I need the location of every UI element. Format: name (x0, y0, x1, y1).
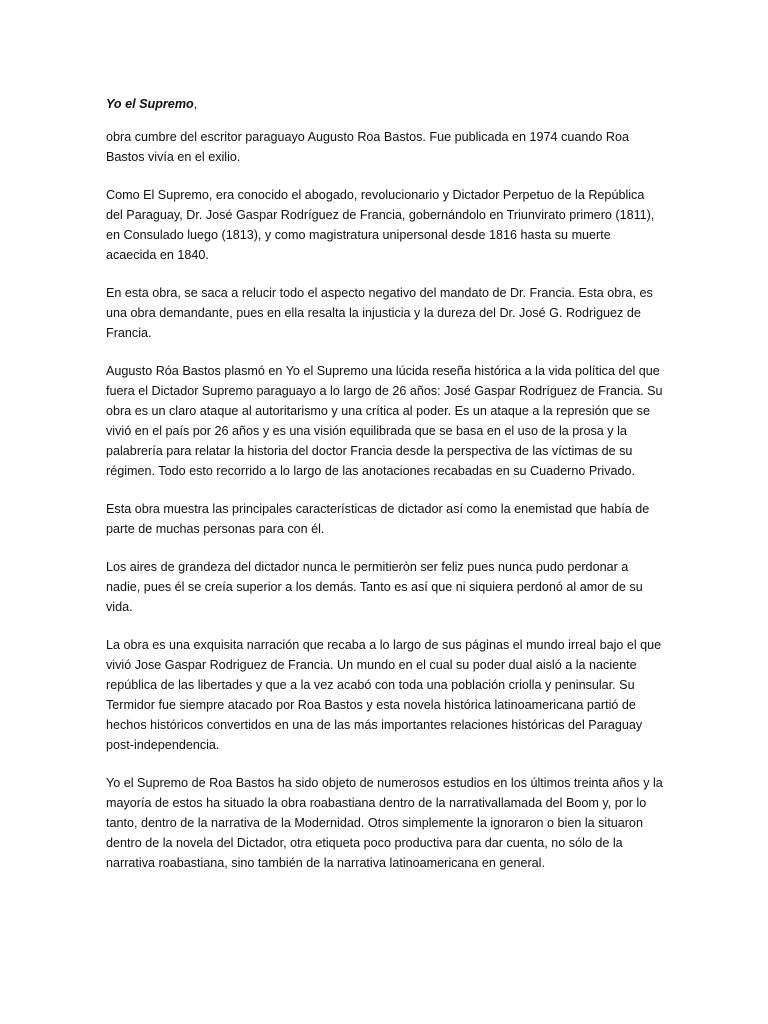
paragraph-line: nadie, pues él se creía superior a los demás. Tanto es así que ni siquiera perdonó al amor de su (106, 580, 643, 594)
paragraph-line: parte de muchas personas para con él. (106, 522, 325, 536)
paragraph-line: Augusto Róa Bastos plasmó en Yo el Supremo una lúcida reseña histórica a la vida política del que (106, 364, 660, 378)
paragraph-line: régimen. Todo esto recorrido a lo largo de las anotaciones recabadas en su Cuaderno Privado. (106, 464, 636, 478)
paragraph-estudios (106, 773, 662, 873)
document-title-text: Yo el Supremo (106, 97, 194, 111)
paragraph-line: una obra demandante, pues en ella resalta la injusticia y la dureza del Dr. José G. Rodriguez de (106, 306, 641, 320)
paragraph-exquisita-narracion (106, 635, 662, 755)
paragraph-line: del Paraguay, Dr. José Gaspar Rodríguez de Francia, gobernándolo en Triunvirato primero (1811), (106, 208, 655, 222)
paragraph-line: dentro de la novela del Dictador, otra etiqueta poco productiva para dar cuenta, no sólo de la (106, 836, 623, 850)
paragraph-line: hechos históricos convertidos en una de las más importantes relaciones históricas del Paraguay (106, 718, 643, 732)
paragraph-aspecto-negativo (106, 283, 662, 343)
paragraph-aires-de-grandeza (106, 557, 662, 617)
paragraph-line: Bastos vivía en el exilio. (106, 150, 241, 164)
paragraph-line: vida. (106, 600, 133, 614)
paragraph-line: vivió en el país por 26 años y es una visión equilibrada que se basa en el uso de la prosa y la (106, 424, 627, 438)
paragraph-el-supremo (106, 185, 662, 265)
paragraph-line: tanto, dentro de la narrativa de la Modernidad. Otros simplemente la ignoraron o bien la situaron (106, 816, 643, 830)
paragraph-line: obra cumbre del escritor paraguayo Augusto Roa Bastos. Fue publicada en 1974 cuando Roa (106, 130, 629, 144)
document-title-suffix: , (193, 97, 198, 111)
paragraph-line: acaecida en 1840. (106, 248, 209, 262)
paragraph-resena-historica (106, 361, 662, 481)
paragraph-line: fuera el Dictador Supremo paraguayo a lo largo de 26 años: José Gaspar Rodríguez de Francia. Su (106, 384, 663, 398)
paragraph-line: Yo el Supremo de Roa Bastos ha sido objeto de numerosos estudios en los últimos treinta años y la (106, 776, 663, 790)
paragraph-line: en Consulado luego (1813), y como magistratura unipersonal desde 1816 hasta su muerte (106, 228, 611, 242)
paragraph-line: Termidor fue siempre atacado por Roa Bastos y esta novela histórica latinoamericana partió de (106, 698, 636, 712)
paragraph-line: república de las libertades y que a la vez acabó con toda una población criolla y peninsular. Su (106, 678, 635, 692)
document-page (106, 94, 662, 891)
paragraph-caracteristicas (106, 499, 662, 539)
paragraph-line: vivió Jose Gaspar Rodriguez de Francia. Un mundo en el cual su poder dual aisló a la naciente (106, 658, 637, 672)
paragraph-line: obra es un claro ataque al autoritarismo y una crítica al poder. Es un ataque a la represión que se (106, 404, 650, 418)
paragraph-line: Los aires de grandeza del dictador nunca le permitieròn ser feliz pues nunca pudo perdonar a (106, 560, 629, 574)
paragraph-line: Como El Supremo, era conocido el abogado, revolucionario y Dictador Perpetuo de la República (106, 188, 645, 202)
paragraph-line: Francia. (106, 326, 152, 340)
paragraph-line: mayoría de estos ha situado la obra roabastiana dentro de la narrativallamada del Boom y, por lo (106, 796, 647, 810)
document-title (106, 94, 662, 114)
paragraph-line: palabrería para relatar la historia del doctor Francia desde la perspectiva de las víctimas de su (106, 444, 633, 458)
paragraph-intro (106, 127, 662, 167)
paragraph-line: narrativa roabastiana, sino también de la narrativa latinoamericana en general. (106, 856, 545, 870)
paragraph-line: La obra es una exquisita narración que recaba a lo largo de sus páginas el mundo irreal bajo el que (106, 638, 662, 652)
paragraph-line: post-independencia. (106, 738, 220, 752)
paragraph-line: Esta obra muestra las principales características de dictador así como la enemistad que había de (106, 502, 650, 516)
paragraph-line: En esta obra, se saca a relucir todo el aspecto negativo del mandato de Dr. Francia. Esta obra, es (106, 286, 653, 300)
